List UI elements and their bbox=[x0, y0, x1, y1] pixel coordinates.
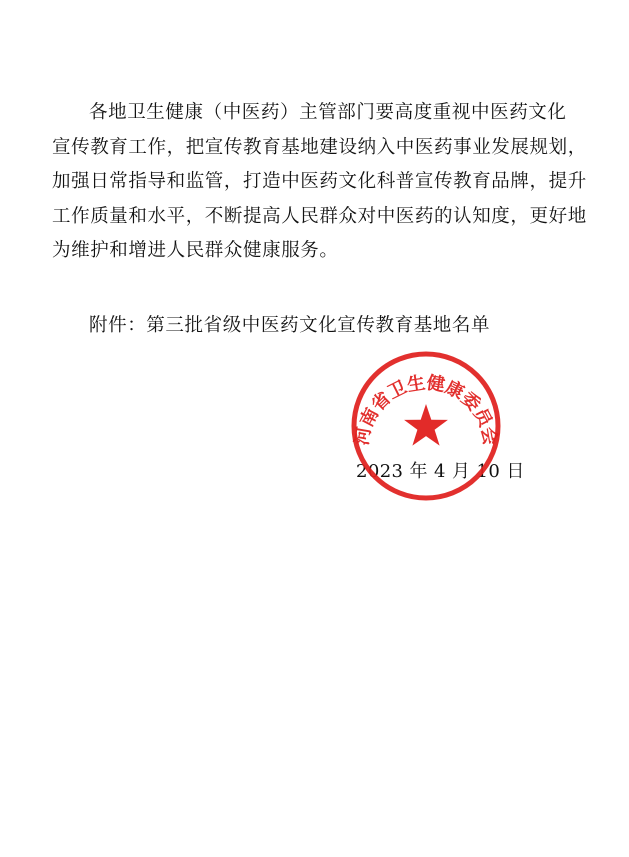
document-date: 2023 年 4 月 10 日 bbox=[356, 461, 525, 482]
attachment-line: 附件：第三批省级中医药文化宣传教育基地名单 bbox=[89, 315, 491, 336]
paragraph-line: 各地卫生健康（中医药）主管部门要高度重视中医药文化 bbox=[89, 102, 567, 123]
seal-text: 河南省卫生健康委员会 bbox=[351, 372, 501, 447]
star-icon bbox=[404, 404, 448, 446]
paragraph-line: 为维护和增进人民群众健康服务。 bbox=[52, 240, 339, 262]
paragraph-line: 宣传教育工作，把宣传教育基地建设纳入中医药事业发展规划， bbox=[52, 136, 587, 158]
paragraph-line: 加强日常指导和监管，打造中医药文化科普宣传教育品牌，提升 bbox=[52, 171, 587, 193]
paragraph-line: 工作质量和水平，不断提高人民群众对中医药的认知度，更好地 bbox=[52, 205, 587, 227]
body-paragraph bbox=[52, 96, 587, 269]
